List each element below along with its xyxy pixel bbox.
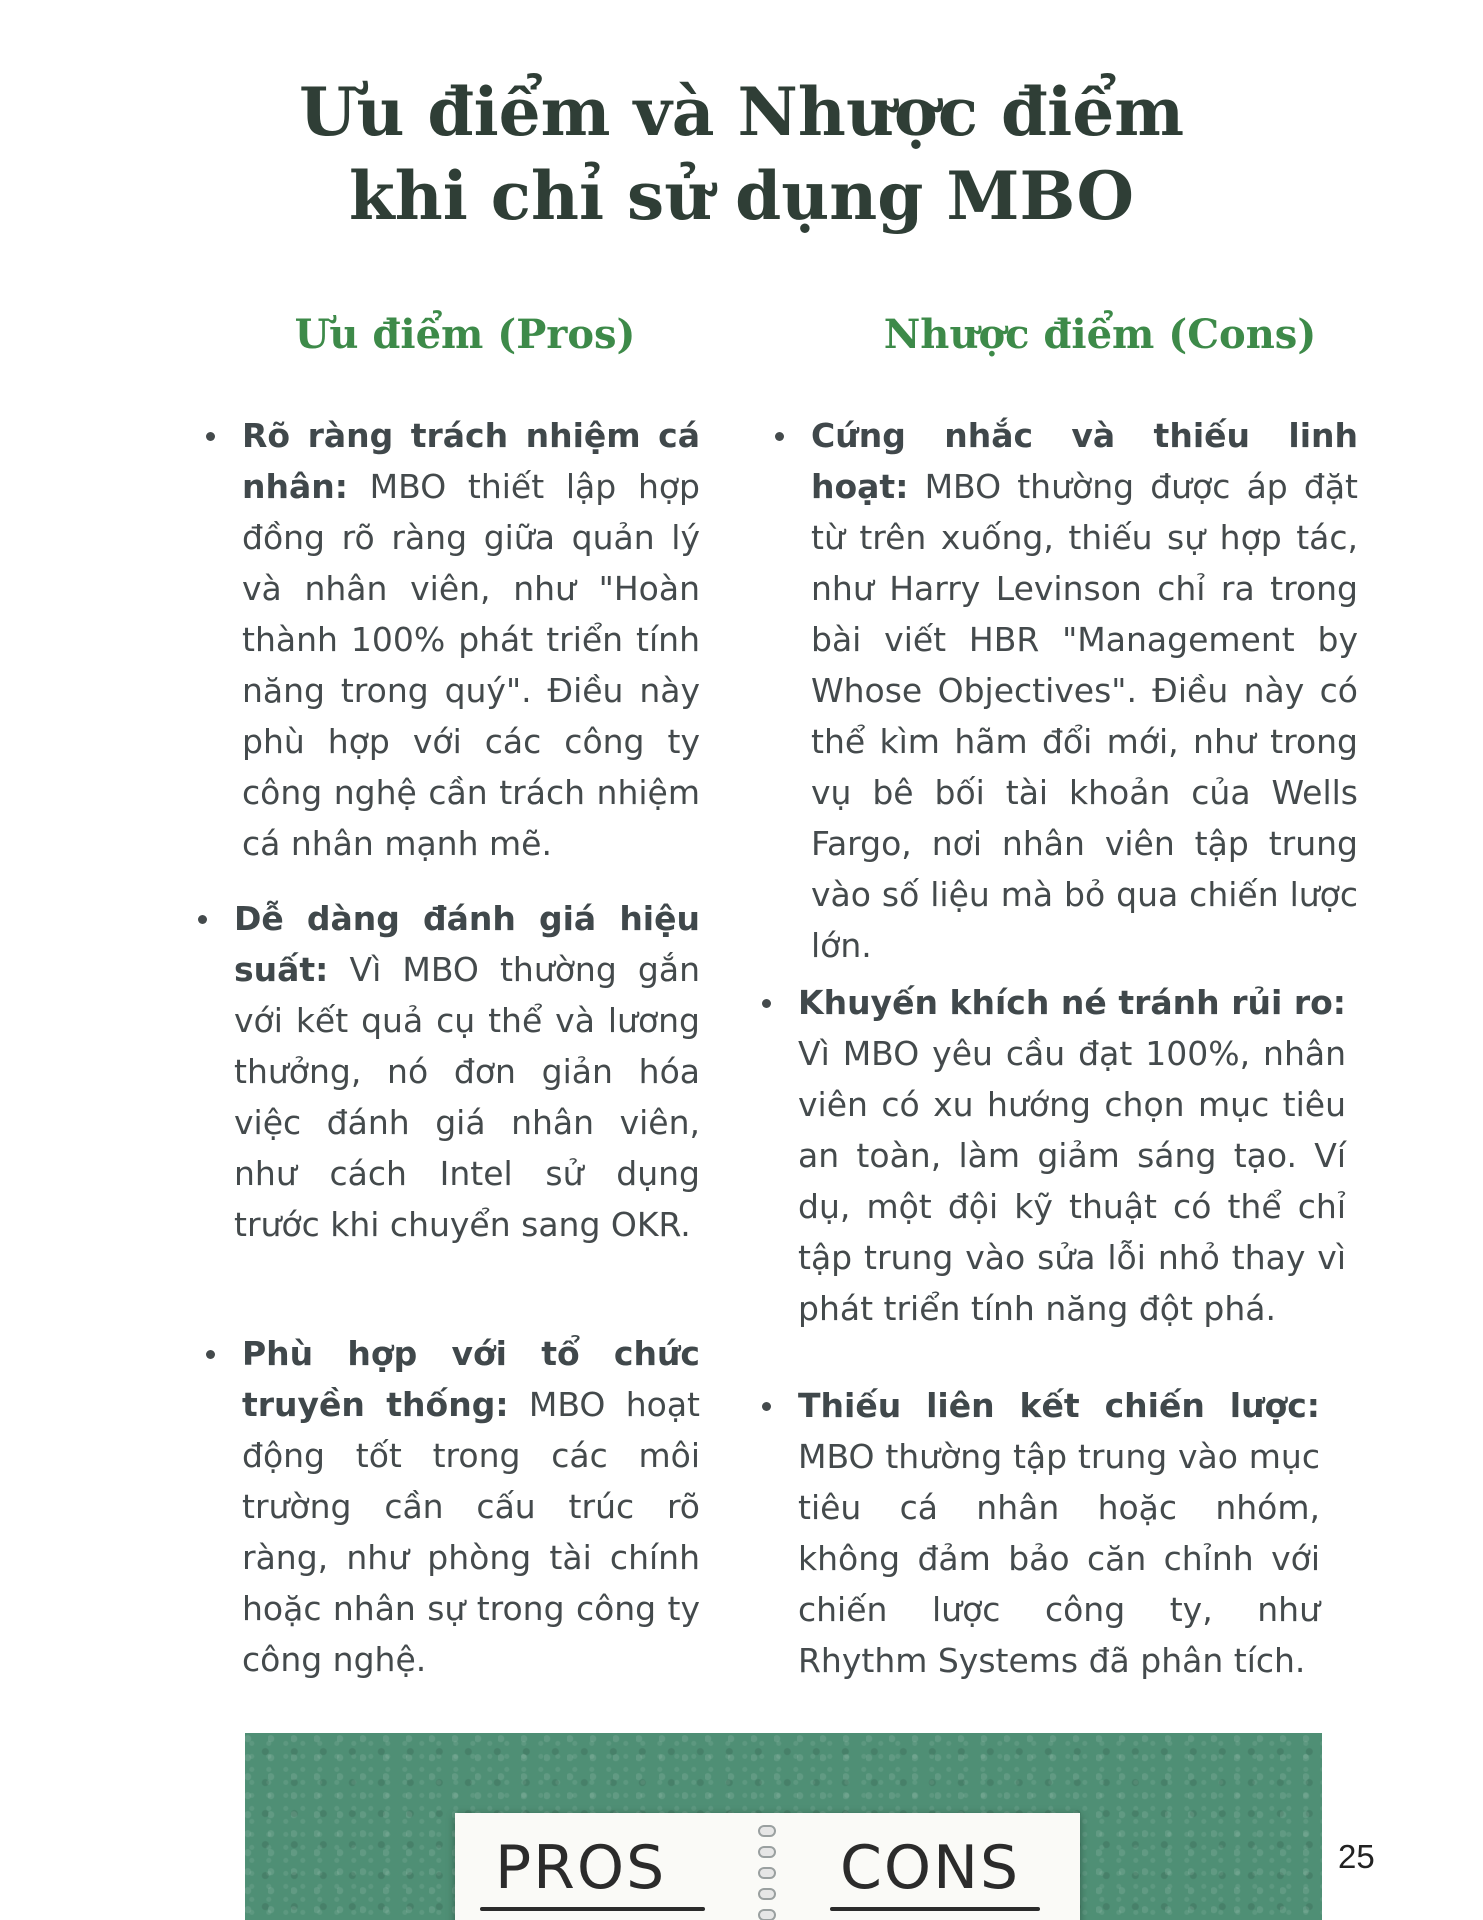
cons-item <box>811 410 1358 971</box>
cons-item-title: Thiếu liên kết chiến lược: <box>798 1386 1320 1425</box>
pros-item-title: Rõ ràng trách nhiệm cá nhân: <box>242 416 700 506</box>
title-line-2: khi chỉ sử dụng MBO <box>349 157 1134 235</box>
title-line-1: Ưu điểm và Nhược điểm <box>298 73 1185 151</box>
cons-item-title: Khuyến khích né tránh rủi ro: <box>798 983 1346 1022</box>
cons-underline <box>830 1907 1040 1911</box>
pros-item <box>234 893 700 1250</box>
notebook-paper <box>455 1813 1080 1920</box>
notebook-word-pros: PROS <box>495 1833 667 1903</box>
pros-underline <box>480 1907 705 1911</box>
pros-item-title: Phù hợp với tổ chức truyền thống: <box>242 1334 700 1424</box>
pros-cons-notebook-photo <box>245 1733 1322 1920</box>
pros-item <box>242 1328 700 1685</box>
cons-item-title: Cứng nhắc và thiếu linh hoạt: <box>811 416 1358 506</box>
pros-item-text: Vì MBO thường gắn với kết quả cụ thể và lương thưởng, nó đơn giản hóa việc đánh giá nhân viên, như cách Intel sử dụng trước khi chuyển sang OKR. <box>234 950 700 1244</box>
pros-item-title: Dễ dàng đánh giá hiệu suất: <box>234 899 700 989</box>
cons-item <box>798 1380 1320 1686</box>
cons-heading: Nhược điểm (Cons) <box>883 311 1317 358</box>
cons-item-text: MBO thường tập trung vào mục tiêu cá nhân hoặc nhóm, không đảm bảo căn chỉnh với chiến lược công ty, như Rhythm Systems đã phân tích. <box>798 1437 1320 1680</box>
spiral-binding-icon <box>757 1825 777 1920</box>
cons-item-text: Vì MBO yêu cầu đạt 100%, nhân viên có xu hướng chọn mục tiêu an toàn, làm giảm sáng tạo. Ví dụ, một đội kỹ thuật có thể chỉ tập trung vào sửa lỗi nhỏ thay vì phát triển tính năng đột phá. <box>798 1034 1346 1328</box>
pros-item-text: MBO thiết lập hợp đồng rõ ràng giữa quản lý và nhân viên, như "Hoàn thành 100% phát triển tính năng trong quý". Điều này phù hợp với các công ty công nghệ cần trách nhiệm cá nhân mạnh mẽ. <box>242 467 700 863</box>
cons-item-text: MBO thường được áp đặt từ trên xuống, thiếu sự hợp tác, như Harry Levinson chỉ ra trong bài viết HBR "Management by Whose Objectives". Điều này có thể kìm hãm đổi mới, như trong vụ bê bối tài khoản của Wells Fargo, nơi nhân viên tập trung vào số liệu mà bỏ qua chiến lược lớn. <box>811 467 1358 965</box>
pros-heading: Ưu điểm (Pros) <box>294 311 636 358</box>
pros-item-text: MBO hoạt động tốt trong các môi trường cần cấu trúc rõ ràng, như phòng tài chính hoặc nhân sự trong công ty công nghệ. <box>242 1385 700 1679</box>
pros-item <box>242 410 700 869</box>
page-title <box>0 70 1483 238</box>
cons-item <box>798 977 1346 1334</box>
notebook-word-cons: CONS <box>840 1833 1021 1903</box>
page-number: 25 <box>1338 1838 1375 1875</box>
